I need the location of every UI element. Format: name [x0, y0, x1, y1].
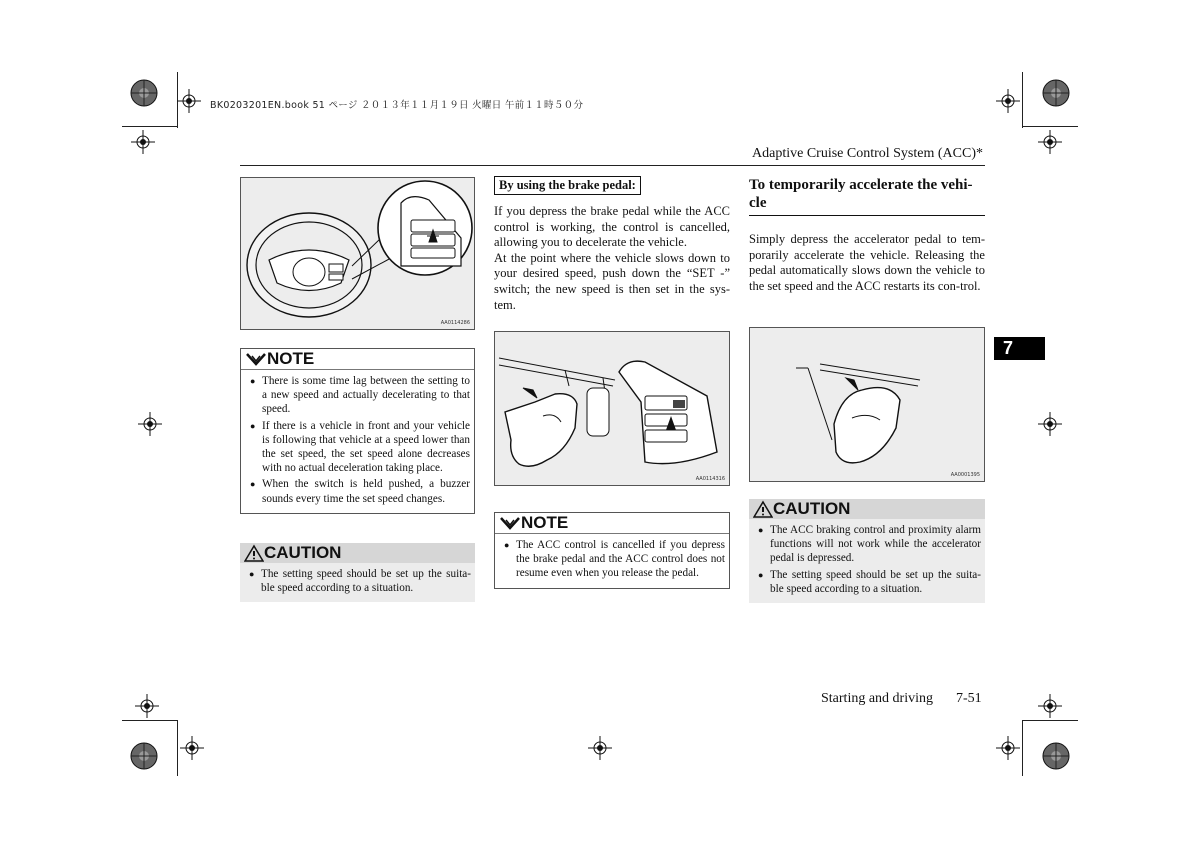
chapter-tab: 7 [994, 337, 1045, 360]
crosshair-icon [1038, 412, 1062, 436]
accelerator-pedal-illustration [750, 328, 984, 481]
note-header [241, 349, 474, 370]
accelerate-text [749, 232, 985, 294]
warning-triangle-icon [753, 500, 773, 518]
print-header: BK0203201EN.book 51 ページ ２０１３年１１月１９日 火曜日 午前１１時５０分 [210, 100, 584, 111]
crosshair-icon [138, 412, 162, 436]
caution-header [240, 543, 475, 563]
registration-rosette-icon [1041, 78, 1071, 108]
figure-id: AA0001395 [950, 472, 980, 478]
note-icon [245, 351, 267, 367]
caution-box [749, 499, 985, 603]
crosshair-icon [588, 736, 612, 760]
caution-list [240, 563, 475, 602]
note-icon [499, 515, 521, 531]
crosshair-icon [177, 89, 201, 113]
figure-id: AA0114316 [695, 476, 725, 482]
section-rule [749, 215, 985, 216]
caution-item: ● The ACC braking control and proximity alarm functions will not work while the accelerator pedal is depressed. [770, 523, 981, 566]
note-list [495, 534, 729, 588]
brake-pedal-figure [494, 331, 730, 486]
note-item: ● The ACC control is cancelled if you depress the brake pedal and the ACC control does not resume even when you release the pedal. [516, 538, 725, 581]
note-label: NOTE [521, 513, 569, 532]
registration-rosette-icon [129, 78, 159, 108]
note-label: NOTE [267, 349, 315, 368]
brake-pedal-illustration [495, 332, 729, 485]
warning-triangle-icon [244, 544, 264, 562]
caution-header [749, 499, 985, 519]
crosshair-icon [1038, 694, 1062, 718]
paragraph: Simply depress the accelerator pedal to tem-porarily accelerate the vehicle. Releasing the pedal automatically slows down the vehicle to the set speed and the ACC restarts its con-trol. [749, 232, 985, 293]
caution-label: CAUTION [264, 543, 342, 562]
note-box [240, 348, 475, 514]
footer-section: Starting and driving [821, 691, 933, 706]
registration-rosette-icon [1041, 741, 1071, 771]
crosshair-icon [1038, 130, 1062, 154]
section-heading: To temporarily accelerate the vehi-cle [749, 177, 973, 211]
page-number: 7-51 [956, 691, 982, 706]
note-item: ● When the switch is held pushed, a buzzer sounds every time the set speed changes. [262, 477, 470, 505]
steering-wheel-figure [240, 177, 475, 330]
paragraph: At the point where the vehicle slows down to your desired speed, push down the “SET -” switch; the new speed is then set in the sys-tem. [494, 250, 730, 312]
note-item: ● There is some time lag between the setting to a new speed and actually decelerating to that speed. [262, 374, 470, 417]
note-box [494, 512, 730, 589]
registration-rosette-icon [129, 741, 159, 771]
running-title: Adaptive Cruise Control System (ACC)* [752, 146, 983, 161]
figure-id: AA0114286 [440, 320, 470, 326]
crosshair-icon [996, 89, 1020, 113]
header-rule [240, 165, 985, 166]
crosshair-icon [135, 694, 159, 718]
note-header [495, 513, 729, 534]
caution-label: CAUTION [773, 499, 851, 518]
crosshair-icon [131, 130, 155, 154]
brake-pedal-subheading: By using the brake pedal: [494, 176, 641, 195]
accelerator-pedal-figure [749, 327, 985, 482]
brake-pedal-text [494, 204, 730, 313]
crosshair-icon [180, 736, 204, 760]
crosshair-icon [996, 736, 1020, 760]
caution-item: ● The setting speed should be set up the suita-ble speed according to a situation. [261, 567, 471, 595]
caution-list [749, 519, 985, 603]
steering-wheel-illustration [241, 178, 474, 329]
caution-box [240, 543, 475, 602]
note-item: ● If there is a vehicle in front and your vehicle is following that vehicle at a speed lower than the set speed, the set speed alone decreases with no actual deceleration taking place. [262, 419, 470, 476]
caution-item: ● The setting speed should be set up the suita-ble speed according to a situation. [770, 568, 981, 596]
note-list [241, 370, 474, 513]
paragraph: If you depress the brake pedal while the ACC control is working, the control is cancelled, allowing you to decelerate the vehicle. [494, 204, 730, 250]
